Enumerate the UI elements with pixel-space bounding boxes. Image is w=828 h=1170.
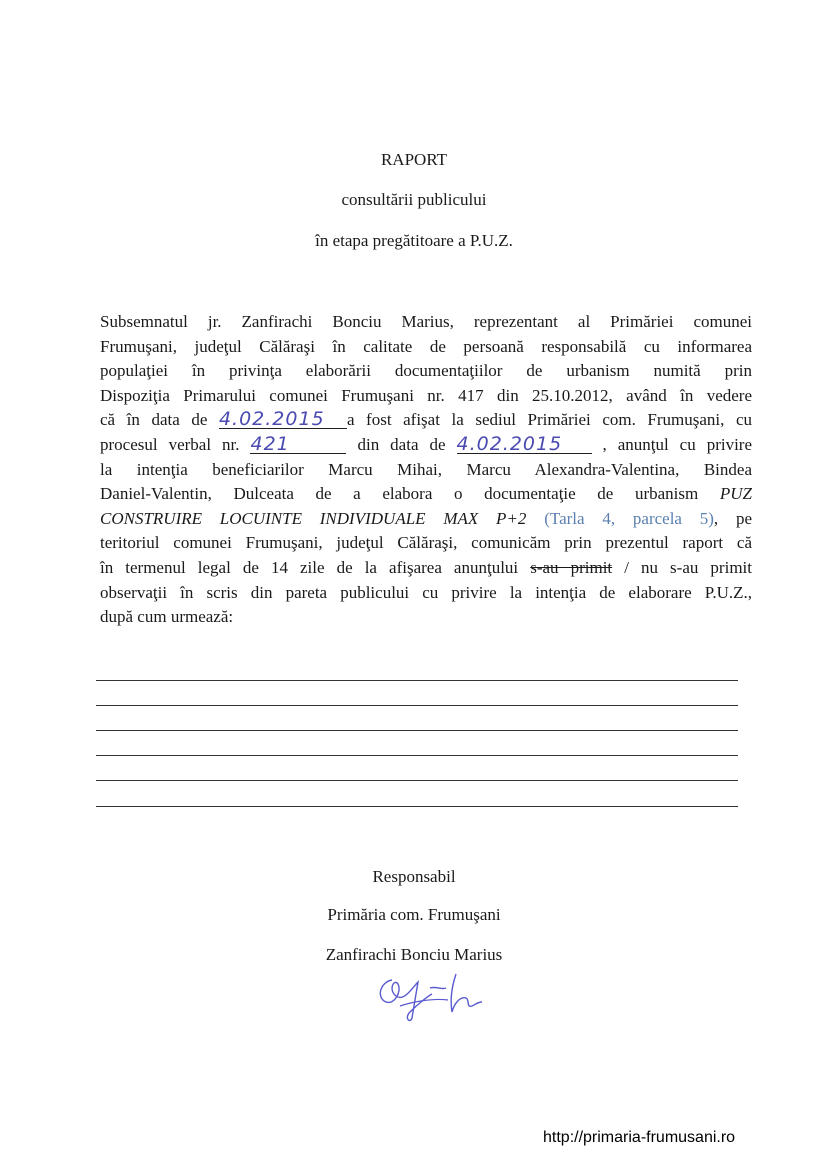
body-text: că în data de	[100, 410, 208, 430]
body-line: la intenţia beneficiarilor Marcu Mihai, Marcu Alexandra-Valentina, Bindea	[100, 459, 752, 479]
blank-line	[96, 730, 738, 731]
blank-line	[96, 806, 738, 807]
body-text: a fost afişat la sediul Primăriei com. Frumuşani, cu	[346, 410, 752, 430]
website-url: http://primaria-frumusani.ro	[543, 1129, 736, 1146]
body-line	[100, 482, 752, 507]
report-subtitle: consultării publicului	[341, 190, 487, 209]
blank-line	[96, 705, 738, 706]
land-reference: (Tarla 4, parcela 5)	[544, 508, 714, 528]
body-text: Daniel-Valentin, Dulceata de a elabora o documentaţie de urbanism	[100, 484, 699, 504]
body-line: Frumuşani, judeţul Călăraşi în calitate de persoană responsabilă cu informarea	[100, 336, 752, 356]
report-stage: în etapa pregătitoare a P.U.Z.	[315, 231, 513, 250]
body-line	[100, 507, 752, 532]
blank-line	[96, 780, 738, 781]
body-line	[100, 408, 752, 433]
puz-label: PUZ	[719, 484, 752, 504]
body-line: după cum urmează:	[100, 607, 234, 627]
handwritten-signature	[372, 968, 484, 1026]
posting-date-handwritten: 4.02.2015	[219, 410, 347, 429]
signatory-name: Zanfirachi Bonciu Marius	[325, 945, 503, 964]
report-body	[100, 310, 752, 630]
blank-line	[96, 755, 738, 756]
struck-option: s-au primit	[530, 557, 613, 577]
report-title: RAPORT	[380, 150, 448, 169]
body-text: , pe	[713, 508, 753, 528]
body-line: observaţii în scris din pareta publicului cu privire la intenţia de elaborare P.U.Z.,	[100, 582, 752, 602]
blank-line	[96, 680, 738, 681]
body-text: , anunţul cu privire	[602, 434, 753, 454]
selected-option: / nu s-au primit	[624, 557, 752, 577]
body-line: Subsemnatul jr. Zanfirachi Bonciu Marius, reprezentant al Primăriei comunei	[100, 312, 752, 331]
body-text: procesul verbal nr.	[100, 434, 240, 454]
minutes-number-handwritten: 421	[250, 435, 346, 454]
minutes-date-handwritten: 4.02.2015	[457, 435, 592, 454]
signatory-role: Responsabil	[372, 867, 456, 886]
body-line	[100, 433, 752, 458]
signatory-institution: Primăria com. Frumuşani	[327, 905, 501, 924]
body-text: din data de	[357, 434, 446, 454]
body-line	[100, 556, 752, 581]
body-text: în termenul legal de 14 zile de la afişarea anunţului	[100, 557, 519, 577]
body-line: teritoriul comunei Frumuşani, judeţul Călăraşi, comunicăm prin prezentul raport că	[100, 533, 752, 553]
body-line: Dispoziţia Primarului comunei Frumuşani nr. 417 din 25.10.2012, având în vedere	[100, 385, 752, 405]
project-name: CONSTRUIRE LOCUINTE INDIVIDUALE MAX P+2	[100, 508, 527, 528]
body-line: populaţiei în privinţa elaborării documentaţiilor de urbanism numită prin	[100, 361, 752, 381]
